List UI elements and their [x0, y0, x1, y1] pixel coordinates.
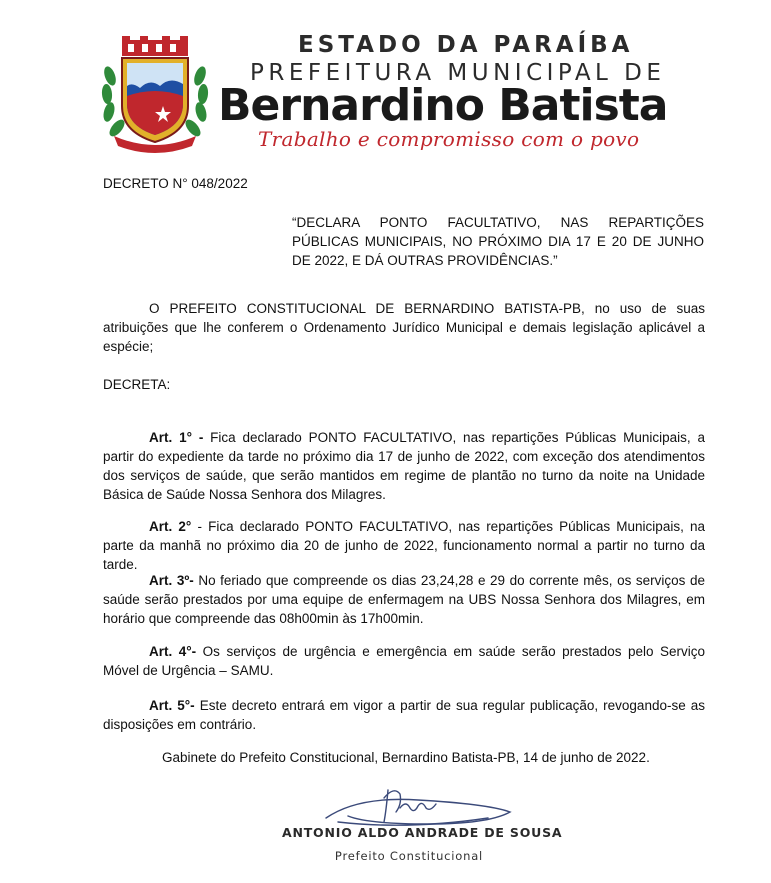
article-1 — [103, 428, 705, 504]
signatory-name: ANTONIO ALDO ANDRADE DE SOUSA — [282, 825, 563, 840]
article-label: Art. 3º- — [149, 573, 194, 588]
article-label: Art. 1° - — [149, 430, 204, 445]
article-text: Fica declarado PONTO FACULTATIVO, nas repartições Públicas Municipais, a partir do expediente da tarde no próximo dia 17 de junho de 2022, com exceção dos atendimentos dos serviços de saúde, que serão mantidos em regime de plantão no turno da noite na Unidade Básica de Saúde Nossa Senhora dos Milagres. — [103, 430, 706, 502]
preamble-paragraph: O PREFEITO CONSTITUCIONAL DE BERNARDINO BATISTA-PB, no uso de suas atribuições que lhe conferem o Ordenamento Jurídico Municipal e demais legislação aplicável a espécie; — [103, 301, 705, 354]
letterhead-municipality: Bernardino Batista — [218, 80, 668, 131]
article-text: Os serviços de urgência e emergência em saúde serão prestados pelo Serviço Móvel de Urgência – SAMU. — [103, 644, 706, 678]
article-label: Art. 5°- — [149, 698, 195, 713]
decree-summary: “DECLARA PONTO FACULTATIVO, NAS REPARTIÇÕES PÚBLICAS MUNICIPAIS, NO PRÓXIMO DIA 17 E 20 DE JUNHO DE 2022, E DÁ OUTRAS PROVIDÊNCIAS.” — [292, 215, 704, 268]
article-text: - Fica declarado PONTO FACULTATIVO, nas repartições Públicas Municipais, na parte da manhã no próximo dia 20 de junho de 2022, funcionamento normal a partir no turno da tarde. — [103, 519, 705, 572]
article-5 — [103, 696, 705, 734]
letterhead-motto: Trabalho e compromisso com o povo — [258, 127, 640, 151]
coat-of-arms-icon — [100, 36, 210, 154]
article-text: No feriado que compreende os dias 23,24,28 e 29 do corrente mês, os serviços de saúde serão prestados por uma equipe de enfermagem na UBS Nossa Senhora dos Milagres, em horário que compreende das 08h00min às 17h00min. — [103, 573, 705, 626]
decreta-heading: DECRETA: — [103, 377, 171, 392]
closing-line: Gabinete do Prefeito Constitucional, Bernardino Batista-PB, 14 de junho de 2022. — [162, 750, 650, 765]
letterhead-state: ESTADO DA PARAÍBA — [298, 32, 634, 58]
article-2 — [103, 517, 705, 574]
letterhead-prefecture: PREFEITURA MUNICIPAL DE — [250, 60, 666, 86]
article-text: Este decreto entrará em vigor a partir de sua regular publicação, revogando-se as disposições em contrário. — [103, 698, 705, 732]
article-4 — [103, 642, 705, 680]
article-label: Art. 4°- — [149, 644, 197, 659]
article-label: Art. 2° — [149, 519, 192, 534]
decree-number: DECRETO N° 048/2022 — [103, 176, 248, 191]
article-3 — [103, 571, 705, 628]
signatory-title: Prefeito Constitucional — [334, 849, 484, 863]
